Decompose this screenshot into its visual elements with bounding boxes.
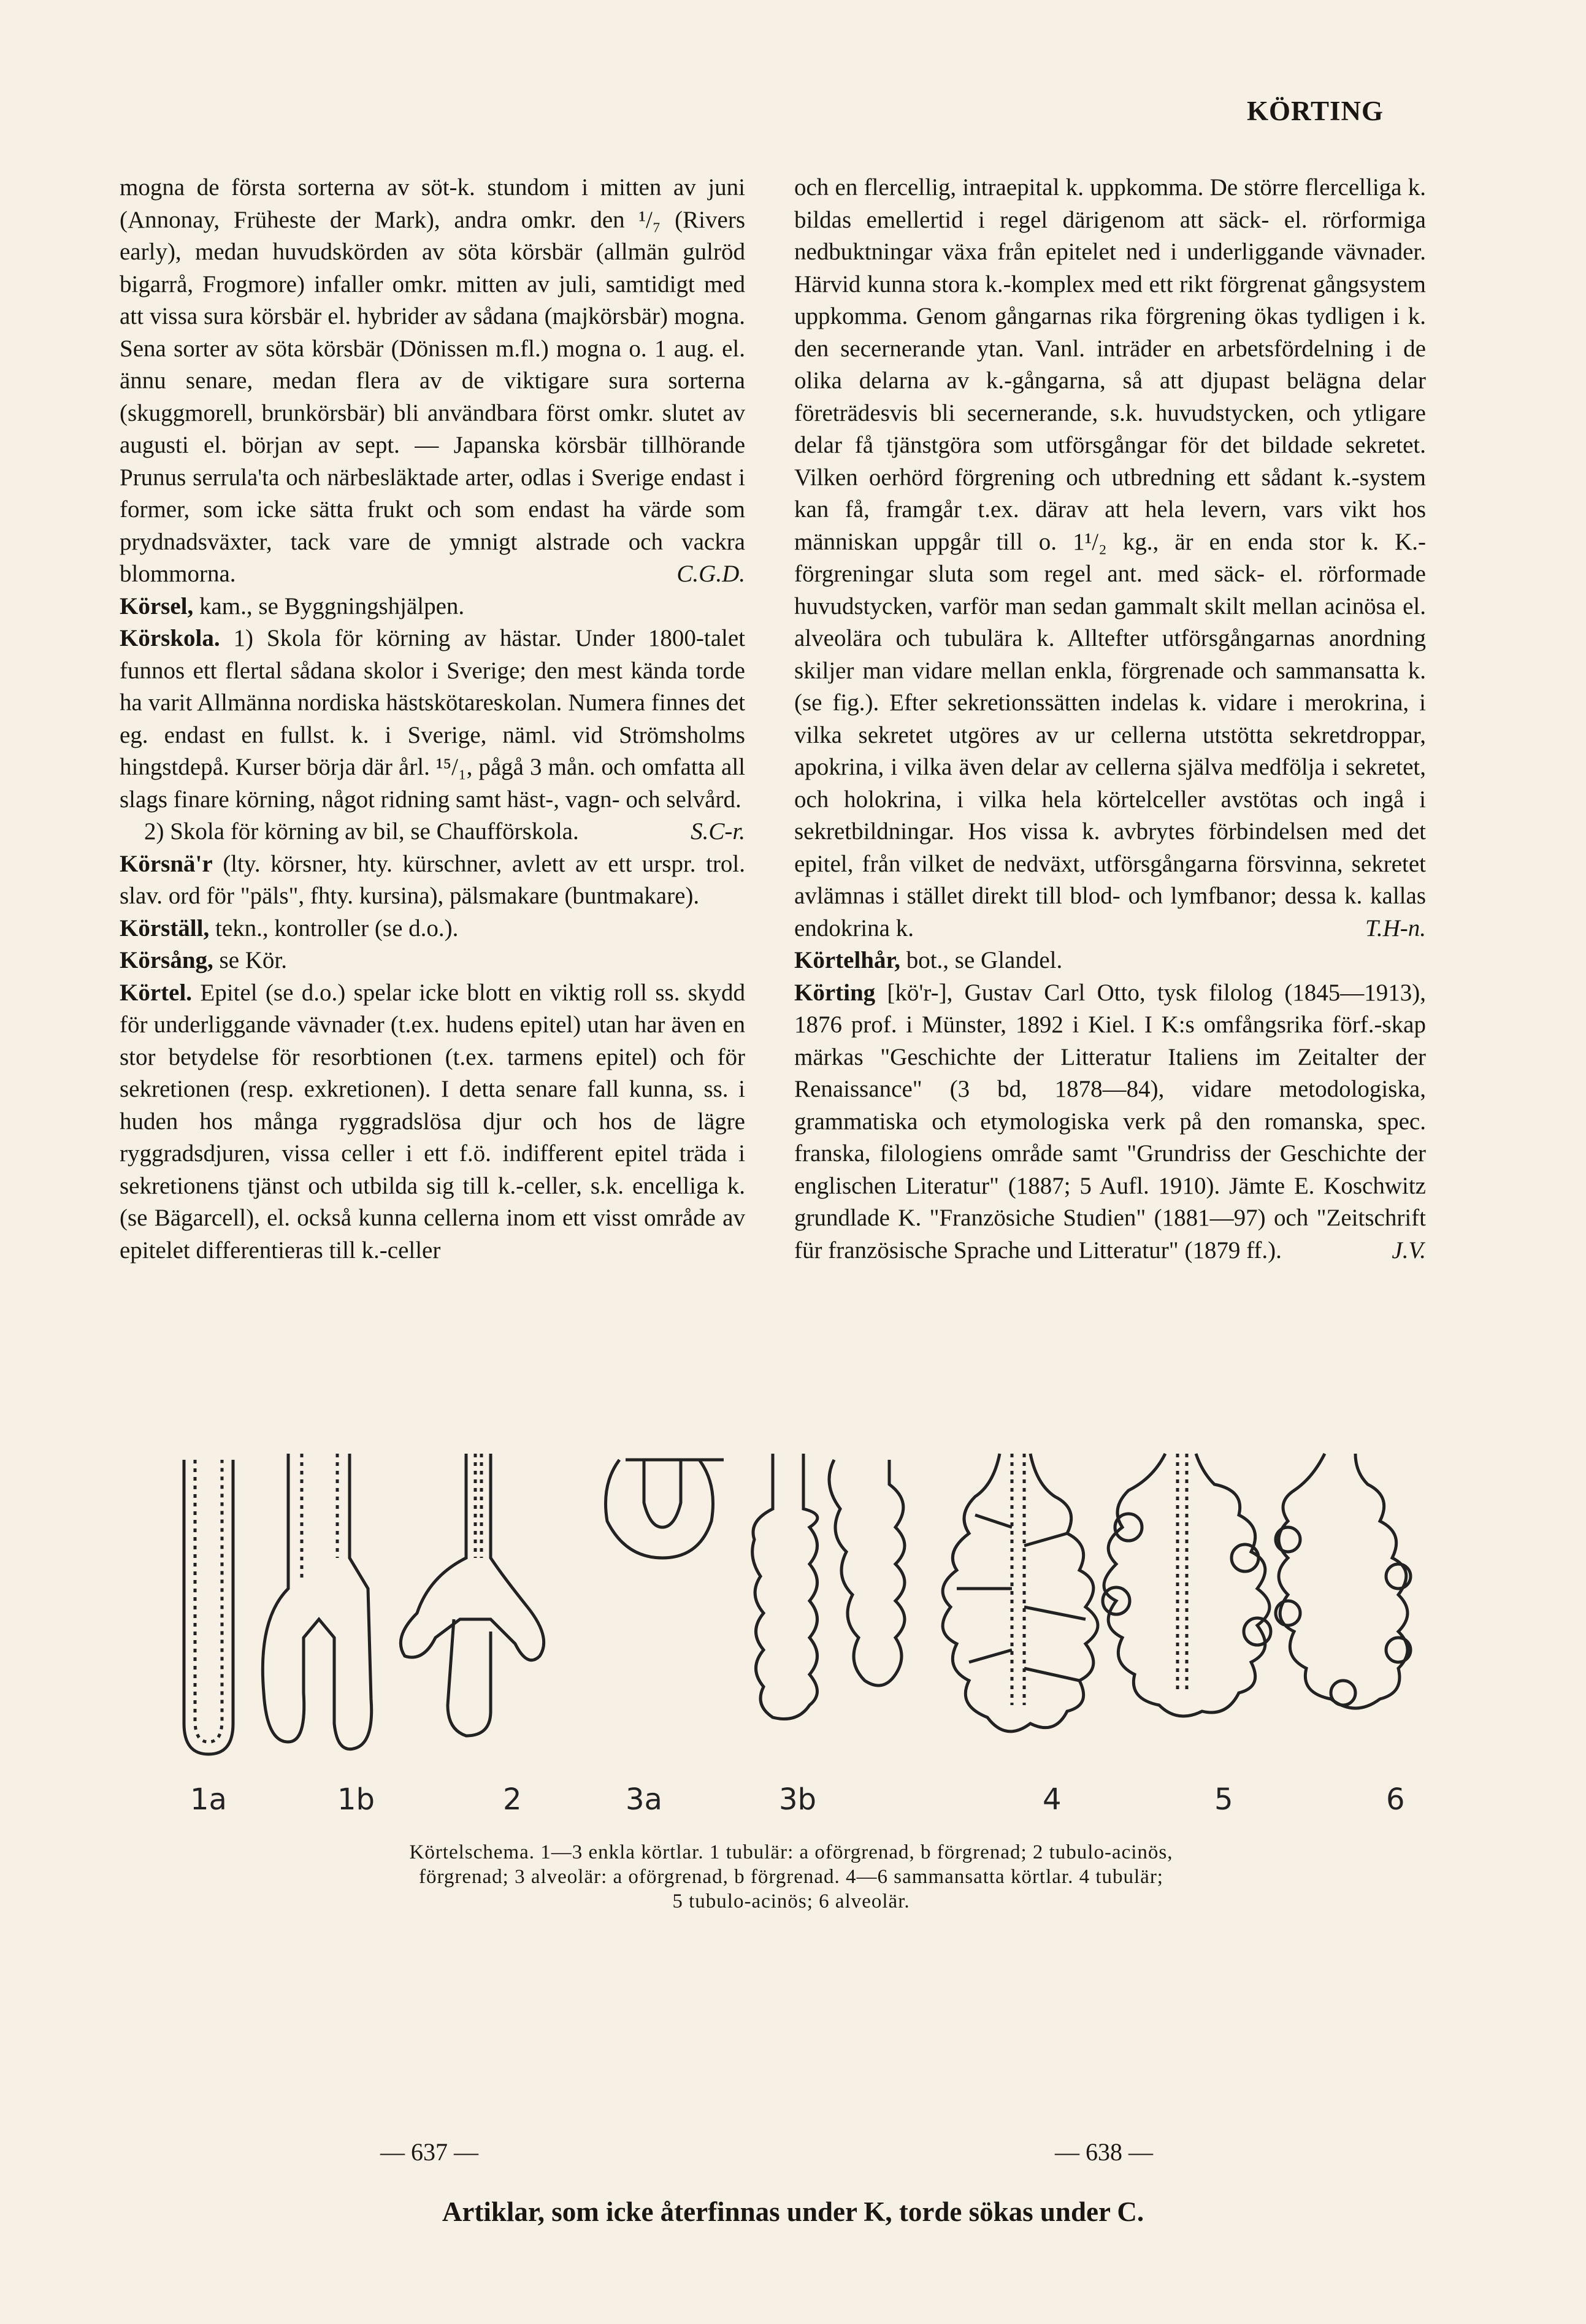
entry-text: och en flercellig, intraepital k. uppkomma. De större flercelliga k. bildas emellertid i regel därigenom att säck- el. rörformiga nedbuktningar växa från epitelet ned i underliggande vävnader. Härvid kunna stora k.-komplex med ett rikt förgrenat gångsystem uppkomma. Genom gångarnas rika förgrening ökas tydligen i k. den secernerande ytan. Vanl. inträder en arbetsfördelning i de olika delarna av k.-gångarna, så att djupast belägna delar företrädesvis bli secernerande, s.k. huvudstycken, och ytligare delar få tjänstgöra som utförsgångar för det bildade sekretet. Vilken oerhörd förgrening och utbredning ett sådant k.-system kan få, framgår t.ex. därav att hela levern, vars vikt hos människan uppgår till o. 1¹/₂ kg., är en enda stor k. K.-förgreningar sluta som regel ant. med säck- el. rörformade huvudstycken, varför man sedan gammalt skilt mellan acinösa el. alveolära och tubulära k. Alltefter utförsgångarnas anordning skiljer man vidare mellan enkla, förgrenade och sammansatta k. (se fig.). Efter sekretionssätten indelas k. vidare i merokrina, i vilka sekretet utgöres av ur cellerna utstötta sekretdroppar, apokrina, i vilka även delar av cellerna själva medfölja i sekretet, och holokrina, i vilka hela körtelceller avstötas och ingå i sekretbildningar. Hos vissa k. avbrytes förbindelsen med det epitel, från vilket de nedväxt, utförsgångarna försvinna, sekretet avlämnas i stället direkt till blod- och lymfbanor; dessa k. kallas endokrina k. — [794, 174, 1426, 941]
gland-schema-figure — [159, 1435, 1423, 1828]
figure-caption — [159, 1840, 1423, 1914]
entry-text: mogna de första sorterna av söt-k. stundom i mitten av juni (Annonay, Früheste der Mark), andra omkr. den ¹/₇ (Rivers early), medan huvudskörden av söta körsbär (allmän gulröd bigarrå, Frogmore) infaller omkr. mitten av juli, samtidigt med att vissa sura körsbär el. hybrider av sådana (majkörsbär) mogna. Sena sorter av söta körsbär (Dönissen m.fl.) mogna o. 1 aug. el. ännu senare, medan flera av de viktigare sura sorterna (skuggmorell, brunkörsbär) bli användbara först omkr. slutet av augusti el. början av sept. — Japanska körsbär tillhörande Prunus serrula'ta och närbesläktade arter, odlas i Sverige endast i former, som icke sätta frukt och som endast ha värde som prydnadsväxter, tack vare de ymnigt alstrade och vackra blommorna. — [120, 174, 745, 587]
author-signature: J.V. — [1392, 1237, 1426, 1264]
entry-kortel — [120, 977, 745, 1267]
caption-line: förgrenad; 3 alveolär: a oförgrenad, b förgrenad. 4—6 sammansatta körtlar. 4 tubulär; — [419, 1866, 1163, 1888]
headword: Körställ, — [120, 915, 210, 941]
entry-text: [kö'r-], Gustav Carl Otto, tysk filolog (1845—1913), 1876 prof. i Münster, 1892 i Kiel. I K:s omfångsrika förf.-skap märkas "Geschichte der Litteratur Italiens im Zeitalter der Renaissance" (3 bd, 1878—84), vidare metodologiska, grammatiska och etymologiska verk på den romanska, spec. franska, filologiens område samt "Grundriss der Geschichte der englischen Literatur" (1887; 5 Aufl. 1910). Jämte E. Koschwitz grundlade K. "Französiche Studien" (1881—97) och "Zeitschrift für französische Sprache und Litteratur" (1879 ff.). — [794, 979, 1426, 1264]
headword: Körsnä'r — [120, 850, 213, 877]
headword: Körskola. — [120, 625, 220, 651]
gland-1b-illustration — [262, 1454, 371, 1749]
headword: Körsel, — [120, 593, 194, 619]
caption-line: 5 tubulo-acinös; 6 alveolär. — [672, 1890, 910, 1912]
entry-korsel — [120, 591, 745, 623]
entry-korsnar — [120, 848, 745, 913]
label-4: 4 — [1043, 1782, 1062, 1817]
page-number-left: — 637 — — [380, 2138, 478, 2166]
running-header: KÖRTING — [1247, 96, 1384, 126]
gland-3b-illustration — [753, 1454, 905, 1719]
author-signature: T.H-n. — [1365, 915, 1426, 941]
gland-4-illustration — [943, 1454, 1098, 1731]
page-number-right: — 638 — — [1055, 2138, 1153, 2166]
headword: Körtelhår, — [794, 947, 900, 973]
entry-text: se Kör. — [213, 947, 288, 973]
entry-korting — [794, 977, 1426, 1267]
entry-p1 — [120, 172, 745, 591]
entry-text: bot., se Glandel. — [900, 947, 1063, 973]
entry-korskola2 — [120, 816, 745, 848]
label-3a: 3a — [626, 1782, 662, 1817]
entry-korstall — [120, 913, 745, 945]
footer-note: Artiklar, som icke återfinnas under K, torde sökas under C. — [442, 2196, 1144, 2227]
entry-text: Epitel (se d.o.) spelar icke blott en viktig roll ss. skydd för underliggande vävnader (t.ex. hudens epitel) utan har även en stor betydelse för resorbtionen (t.ex. tarmens epitel) och för sekretionen (resp. exkretionen). I detta senare fall kunna, ss. i huden hos många ryggradslösa djur och hos de lägre ryggradsdjuren, vissa celler i ett f.ö. indifferent epitel träda i sekretionens tjänst och utbilda sig till k.-celler, s.k. encelliga k. (se Bägarcell), el. också kunna cellerna inom ett visst område av epitelet differentieras till k.-celler — [120, 979, 745, 1264]
entry-text: 1) Skola för körning av hästar. Under 1800-talet funnos ett flertal sådana skolor i Sverige; den mest kända torde ha varit Allmänna nordiska hästskötareskolan. Numera finnes det eg. endast en fullst. k. i Sverige, näml. vid Strömsholms hingstdepå. Kurser börja där årl. ¹⁵/₁, pågå 3 mån. och omfatta all slags finare körning, något ridning samt häst-, vagn- och selvård. — [120, 625, 745, 813]
label-2: 2 — [503, 1782, 522, 1817]
entry-text: (lty. körsner, hty. kürschner, avlett av ett urspr. trol. slav. ord för "päls", fhty. kursina), pälsmakare (buntmakare). — [120, 850, 745, 909]
gland-6-illustration — [1276, 1454, 1411, 1708]
author-signature: S.C-r. — [691, 818, 745, 845]
label-1a: 1a — [190, 1782, 227, 1817]
label-3b: 3b — [779, 1782, 817, 1817]
entry-korsang — [120, 945, 745, 977]
label-5: 5 — [1214, 1782, 1233, 1817]
entry-kortelhar — [794, 945, 1426, 977]
entry-text: 2) Skola för körning av bil, se Chaufförskola. — [144, 818, 579, 845]
gland-5-illustration — [1103, 1454, 1271, 1716]
headword: Körtel. — [120, 979, 193, 1006]
left-column — [120, 172, 745, 1267]
gland-1a-illustration — [184, 1460, 233, 1754]
headword: Körsång, — [120, 947, 213, 973]
label-1b: 1b — [337, 1782, 375, 1817]
label-6: 6 — [1386, 1782, 1405, 1817]
headword: Körting — [794, 979, 876, 1006]
right-column — [794, 172, 1426, 1267]
gland-2-illustration — [400, 1454, 543, 1736]
author-signature: C.G.D. — [676, 561, 745, 587]
caption-line: Körtelschema. 1—3 enkla körtlar. 1 tubulär: a oförgrenad, b förgrenad; 2 tubulo-acinös, — [409, 1841, 1173, 1863]
entry-text: tekn., kontroller (se d.o.). — [209, 915, 459, 941]
gland-3a-illustration — [606, 1460, 724, 1558]
entry-p2 — [794, 172, 1426, 945]
entry-text: kam., se Byggningshjälpen. — [193, 593, 465, 619]
